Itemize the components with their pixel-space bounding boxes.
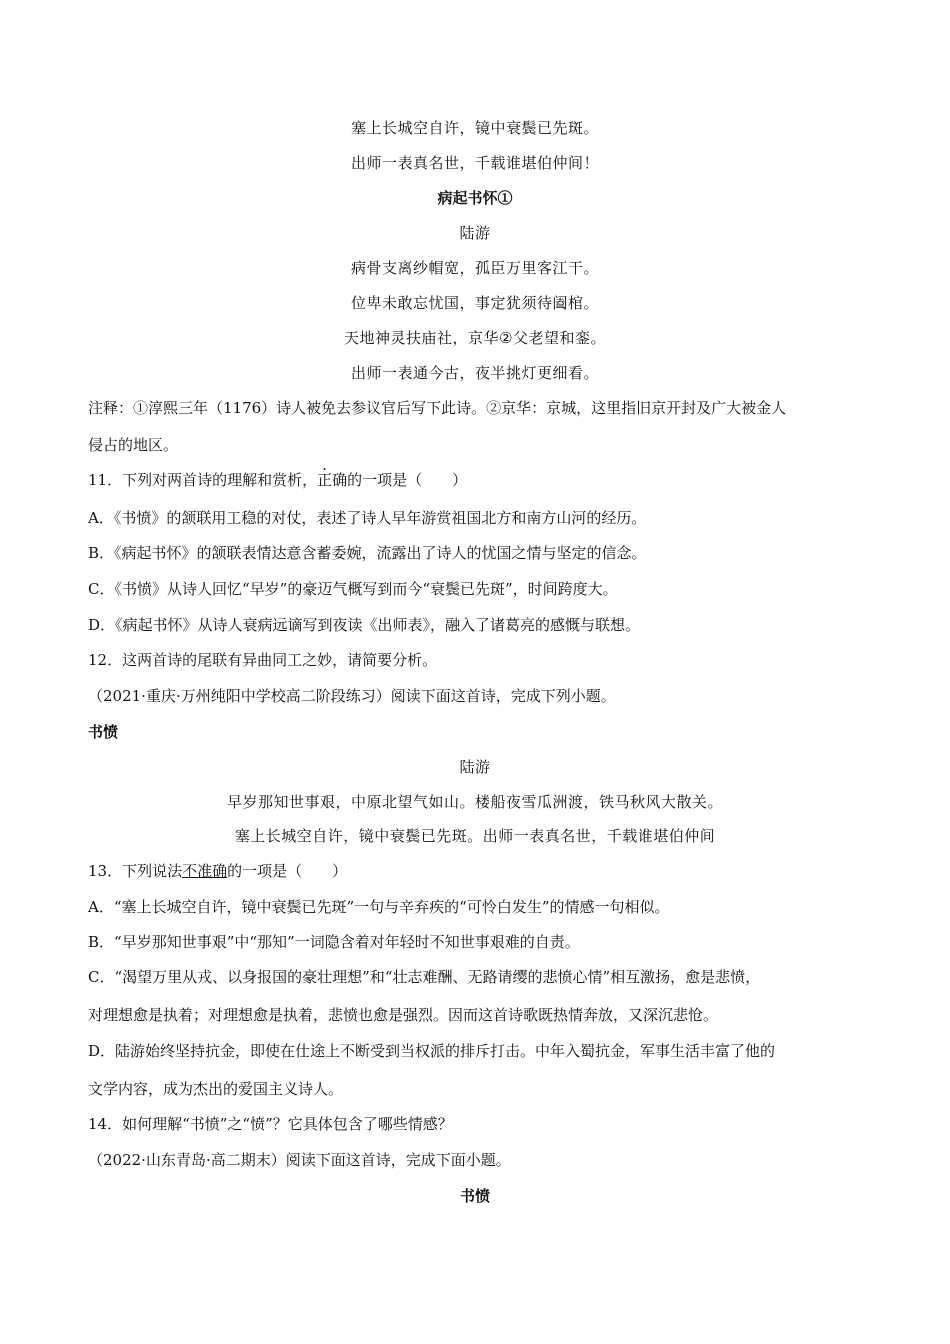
answer-option: A．《书愤》的颔联用工稳的对仗，表述了诗人早年游赏祖国北方和南方山河的经历。 (88, 509, 647, 527)
question-stem-prefix: 13．下列说法 (88, 862, 183, 880)
answer-option: D．陆游始终坚持抗金，即使在仕途上不断受到当权派的排斥打击。中年入蜀抗金，军事生活丰富了他的 (88, 1042, 776, 1060)
poem-author: 陆游 (459, 758, 491, 776)
poem-line: 位卑未敢忘忧国，事定犹须待阖棺。 (350, 294, 599, 312)
question-stem-prefix: 11．下列对两首诗的理解和赏析， (88, 471, 318, 489)
question-11-stem (0, 470, 950, 490)
poem-line: 塞上长城空自许，镜中衰鬓已先斑。 (350, 119, 599, 137)
question-12: 12．这两首诗的尾联有异曲同工之妙，请简要分析。 (88, 651, 438, 669)
answer-option: C．“渴望万里从戎、以身报国的豪壮理想”和“壮志难酬、无路请缨的悲愤心情”相互激扬，愈是悲愤， (88, 968, 761, 986)
question-13-stem (0, 861, 950, 881)
answer-option-continued: 文学内容，成为杰出的爱国主义诗人。 (88, 1080, 344, 1098)
answer-option-continued: 对理想愈是执着；对理想愈是执着，悲愤也愈是强烈。因而这首诗歌既热情奔放，又深沉悲怆。 (88, 1006, 719, 1024)
answer-option: C．《书愤》从诗人回忆“早岁”的豪迈气概写到而今“衰鬓已先斑”，时间跨度大。 (88, 580, 618, 598)
poem-line: 天地神灵扶庙社，京华②父老望和銮。 (344, 329, 606, 347)
section-intro: （2022·山东青岛·高二期末）阅读下面这首诗，完成下面小题。 (88, 1151, 511, 1169)
answer-option: B．“早岁那知世事艰”中“那知”一词隐含着对年轻时不知世事艰难的自责。 (88, 933, 580, 951)
emphasis-dotted: 正确 (317, 471, 348, 489)
question-14: 14．如何理解“书愤”之“愤”？它具体包含了哪些情感？ (88, 1115, 453, 1133)
poem-note: 侵占的地区。 (88, 436, 179, 454)
poem-line: 病骨支离纱帽宽，孤臣万里客江干。 (350, 259, 599, 277)
poem-note: 注释：①淳熙三年（1176）诗人被免去参议官后写下此诗。②京华：京城，这里指旧京开封及广大被金人 (88, 399, 787, 417)
poem-line: 出师一表真名世，千载谁堪伯仲间！ (350, 154, 599, 172)
poem-title: 书愤 (88, 723, 119, 741)
poem-title: 病起书怀① (437, 189, 513, 207)
question-stem-suffix: 的一项是（ ） (347, 471, 468, 489)
section-intro: （2021·重庆·万州纯阳中学校高二阶段练习）阅读下面这首诗，完成下列小题。 (88, 687, 616, 705)
poem-title: 书愤 (459, 1187, 490, 1205)
answer-option: B．《病起书怀》的颔联表情达意含蓄委婉，流露出了诗人的忧国之情与坚定的信念。 (88, 544, 647, 562)
answer-option: D．《病起书怀》从诗人衰病远谪写到夜读《出师表》，融入了诸葛亮的感慨与联想。 (88, 616, 641, 634)
poem-line: 塞上长城空自许，镜中衰鬓已先斑。出师一表真名世，千载谁堪伯仲间 (234, 827, 716, 845)
poem-author: 陆游 (459, 224, 491, 242)
poem-line: 早岁那知世事艰，中原北望气如山。楼船夜雪瓜洲渡，铁马秋风大散关。 (226, 793, 723, 811)
question-stem-suffix: 的一项是（ ） (227, 862, 348, 880)
answer-option: A．“塞上长城空自许，镜中衰鬓已先斑”一句与辛弃疾的“可怜白发生”的情感一句相似。 (88, 898, 670, 916)
emphasis-underline: 不准确 (182, 862, 228, 880)
poem-line: 出师一表通今古，夜半挑灯更细看。 (350, 364, 599, 382)
